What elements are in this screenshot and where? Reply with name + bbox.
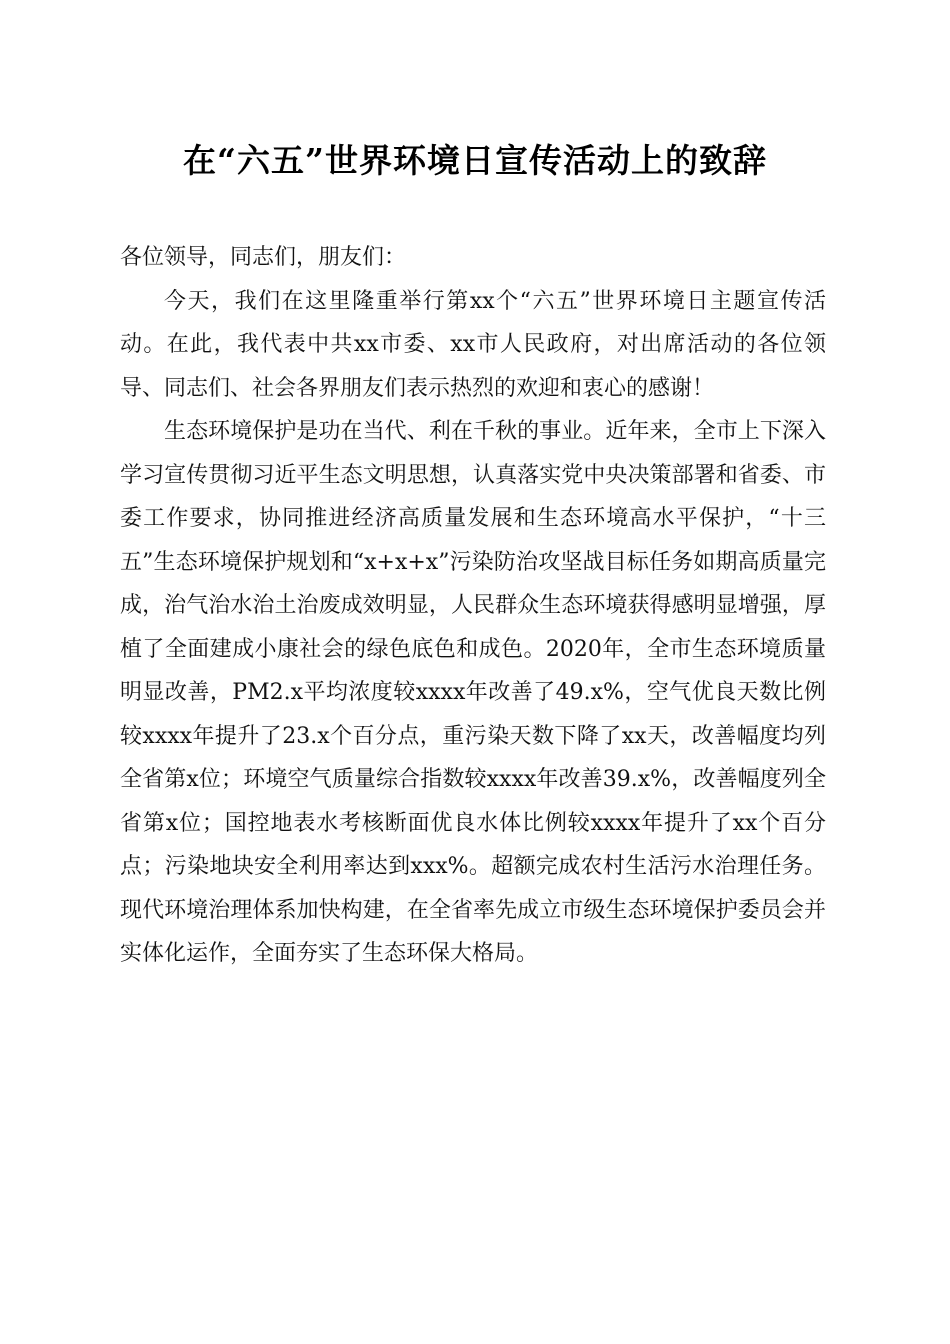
paragraph-opening: 今天，我们在这里隆重举行第xx个“六五”世界环境日主题宣传活动。在此，我代表中共xx市委、xx市人民政府，对出席活动的各位领导、同志们、社会各界朋友们表示热烈的欢迎和衷心的感谢！ [120,288,826,401]
paragraph-achievements: 生态环境保护是功在当代、利在千秋的事业。近年来，全市上下深入学习宣传贯彻习近平生态文明思想，认真落实党中央决策部署和省委、市委工作要求，协同推进经济高质量发展和生态环境高水平保护，“十三五”生态环境保护规划和“x+x+x”污染防治攻坚战目标任务如期高质量完成，治气治水治土治废成效明显，人民群众生态环境获得感明显增强，厚植了全面建成小康社会的绿色底色和成色。2020年，全市生态环境质量明显改善，PM2.x平均浓度较xxxx年改善了49.x%，空气优良天数比例较xxxx年提升了23.x个百分点，重污染天数下降了xx天，改善幅度均列全省第x位；环境空气质量综合指数较xxxx年改善39.x%，改善幅度列全省第x位；国控地表水考核断面优良水体比例较xxxx年提升了xx个百分点；污染地块安全利用率达到xxx%。超额完成农村生活污水治理任务。现代环境治理体系加快构建，在全省率先成立市级生态环境保护委员会并实体化运作，全面夯实了生态环保大格局。 [120,419,826,966]
document-body [120,236,826,976]
document-title: 在“六五”世界环境日宣传活动上的致辞 [183,141,767,180]
salutation: 各位领导，同志们，朋友们： [120,245,407,270]
